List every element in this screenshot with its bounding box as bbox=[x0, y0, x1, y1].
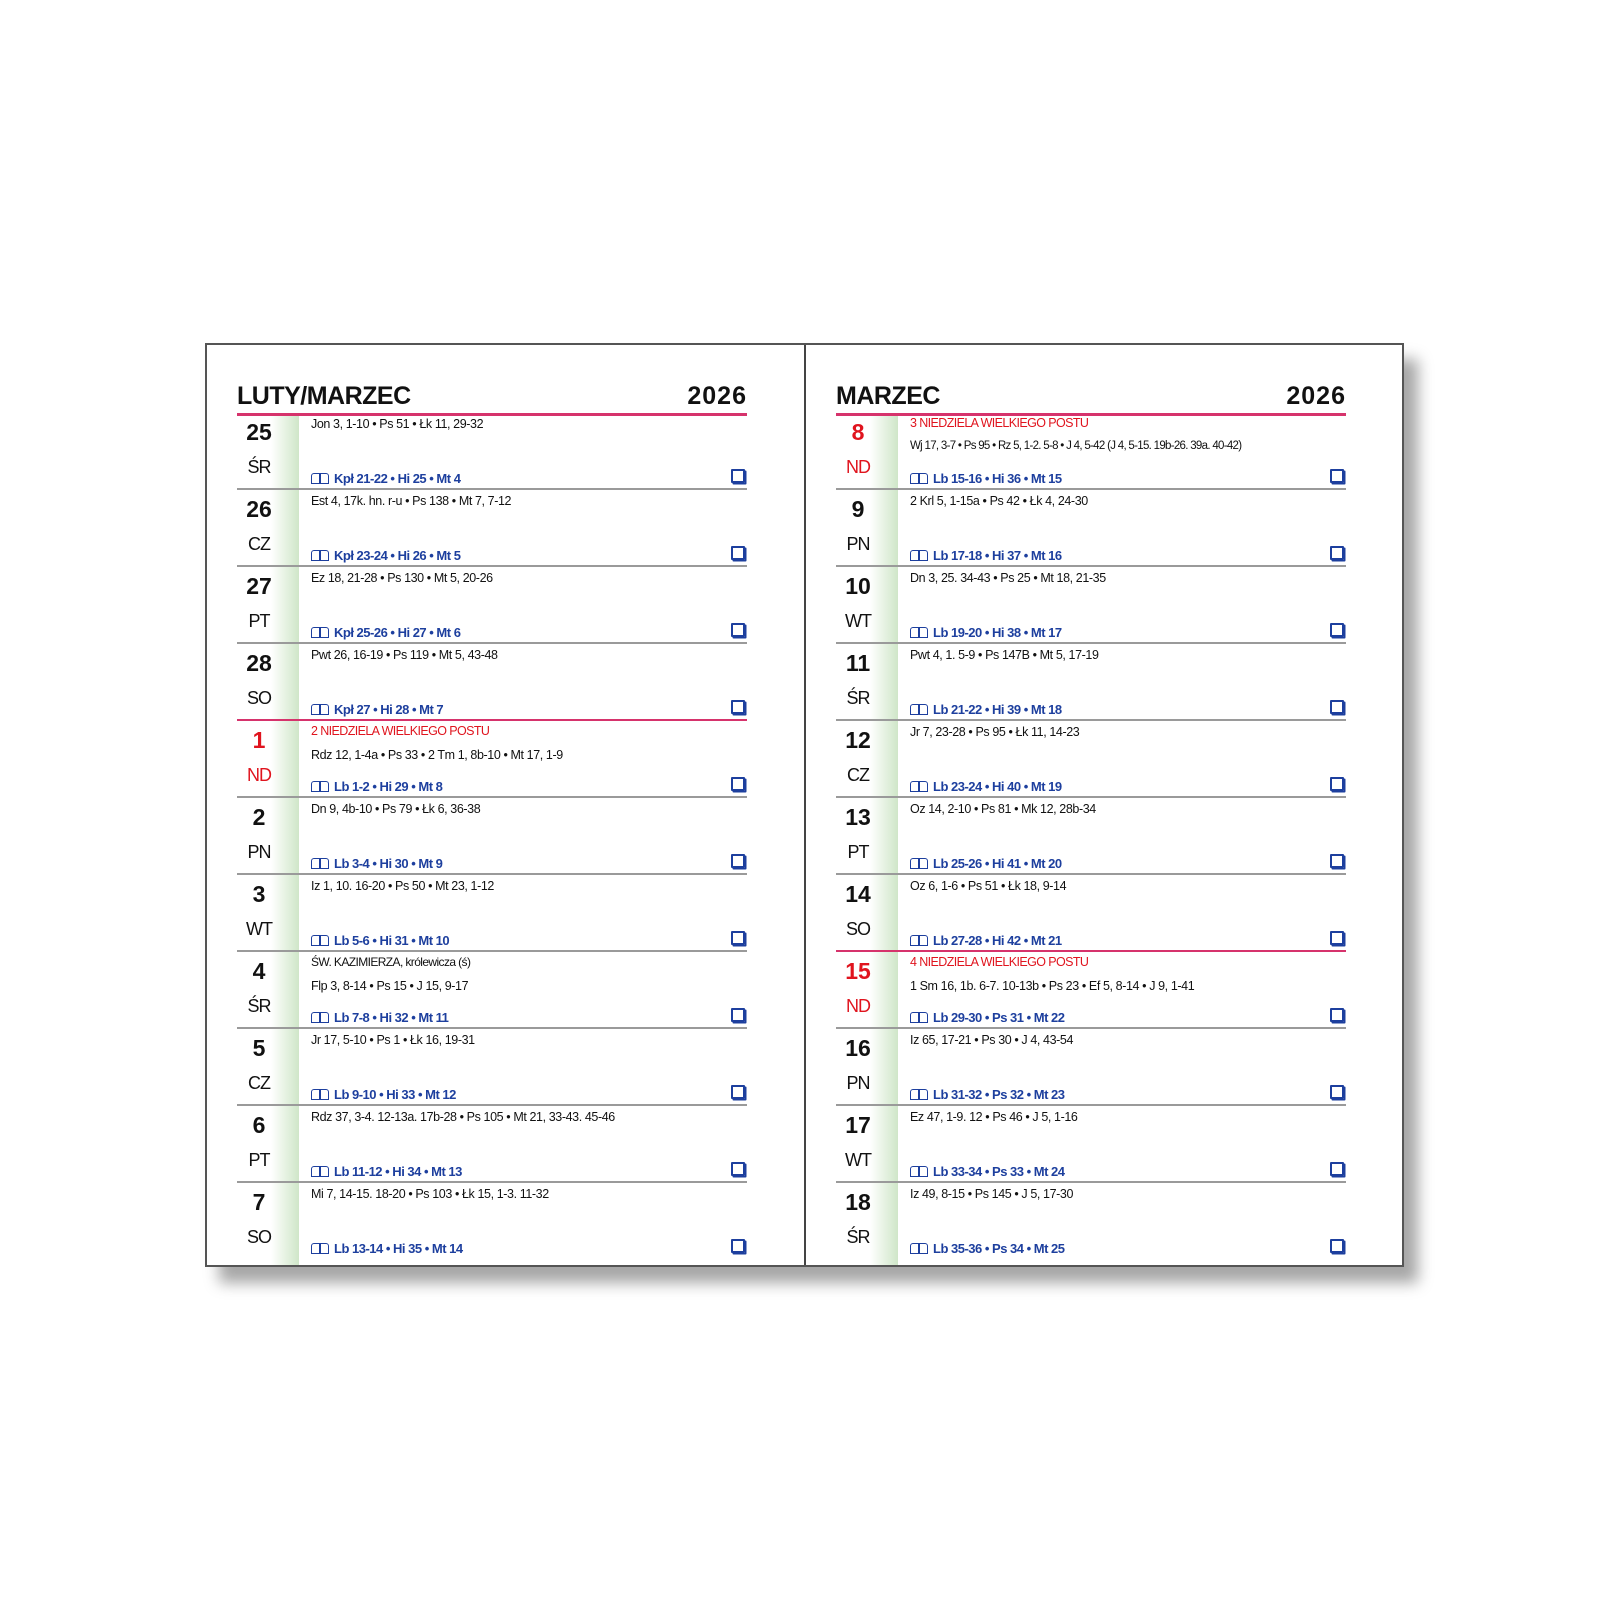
bible-reading-plan bbox=[910, 1241, 1065, 1256]
bible-reading-text: Lb 27-28 • Hi 42 • Mt 21 bbox=[933, 933, 1062, 948]
weekday-label: PN bbox=[846, 1073, 870, 1093]
liturgy-readings: Wj 17, 3-7 • Ps 95 • Rz 5, 1-2. 5-8 • J 4, 5-42 (J 4, 5-15. 19b-26. 39a. 40-42) bbox=[910, 440, 1242, 452]
open-book-icon bbox=[311, 858, 329, 869]
checkbox-icon[interactable] bbox=[731, 1239, 745, 1253]
day-row bbox=[237, 952, 747, 1029]
day-row bbox=[237, 413, 747, 490]
checkbox-icon[interactable] bbox=[731, 469, 745, 483]
day-number: 27 bbox=[246, 573, 272, 599]
month-title: LUTY/MARZEC bbox=[237, 382, 411, 410]
weekday-label: PT bbox=[248, 611, 270, 631]
weekday-label: PN bbox=[247, 842, 271, 862]
checkbox-icon[interactable] bbox=[1330, 623, 1344, 637]
checkbox-icon[interactable] bbox=[731, 777, 745, 791]
open-book-icon bbox=[910, 627, 928, 638]
weekday-label: WT bbox=[845, 1150, 871, 1170]
open-book-icon bbox=[910, 781, 928, 792]
bible-reading-plan bbox=[910, 933, 1062, 948]
liturgy-readings: Flp 3, 8-14 • Ps 15 • J 15, 9-17 bbox=[311, 979, 469, 993]
day-number: 26 bbox=[246, 496, 272, 522]
bible-reading-plan bbox=[311, 702, 443, 717]
day-row bbox=[836, 567, 1346, 644]
open-book-icon bbox=[910, 858, 928, 869]
bible-reading-text: Kpł 21-22 • Hi 25 • Mt 4 bbox=[334, 471, 461, 486]
day-number: 9 bbox=[851, 496, 865, 522]
weekday-label: SO bbox=[246, 1227, 271, 1247]
checkbox-icon[interactable] bbox=[1330, 1008, 1344, 1022]
page-left bbox=[207, 345, 804, 1265]
checkbox-icon[interactable] bbox=[731, 1008, 745, 1022]
day-row bbox=[237, 875, 747, 952]
bible-reading-plan bbox=[311, 779, 442, 794]
day-row bbox=[237, 721, 747, 798]
day-number: 11 bbox=[845, 650, 871, 676]
bible-reading-text: Lb 21-22 • Hi 39 • Mt 18 bbox=[933, 702, 1062, 717]
liturgy-readings: Iz 65, 17-21 • Ps 30 • J 4, 43-54 bbox=[910, 1033, 1074, 1047]
bible-reading-text: Lb 5-6 • Hi 31 • Mt 10 bbox=[334, 933, 450, 948]
liturgy-readings: Iz 1, 10. 16-20 • Ps 50 • Mt 23, 1-12 bbox=[311, 879, 494, 893]
open-book-icon bbox=[311, 1012, 329, 1023]
liturgy-readings: Oz 14, 2-10 • Ps 81 • Mk 12, 28b-34 bbox=[910, 802, 1096, 816]
month-title: MARZEC bbox=[836, 382, 940, 410]
liturgy-readings: Oz 6, 1-6 • Ps 51 • Łk 18, 9-14 bbox=[910, 879, 1067, 893]
open-book-icon bbox=[910, 473, 928, 484]
day-number: 4 bbox=[252, 958, 266, 984]
weekday-label: CZ bbox=[248, 1073, 270, 1093]
liturgy-readings: Pwt 4, 1. 5-9 • Ps 147B • Mt 5, 17-19 bbox=[910, 648, 1099, 662]
bible-reading-text: Kpł 23-24 • Hi 26 • Mt 5 bbox=[334, 548, 461, 563]
bible-reading-text: Lb 15-16 • Hi 36 • Mt 15 bbox=[933, 471, 1062, 486]
bible-reading-text: Lb 25-26 • Hi 41 • Mt 20 bbox=[933, 856, 1062, 871]
day-row bbox=[237, 1029, 747, 1106]
day-number: 7 bbox=[252, 1189, 266, 1215]
day-row bbox=[237, 798, 747, 875]
bible-reading-text: Lb 7-8 • Hi 32 • Mt 11 bbox=[334, 1010, 449, 1025]
liturgy-readings: Est 4, 17k. hn. r-u • Ps 138 • Mt 7, 7-12 bbox=[311, 494, 512, 508]
bible-reading-text: Lb 35-36 • Ps 34 • Mt 25 bbox=[933, 1241, 1065, 1256]
feast-title: 4 NIEDZIELA WIELKIEGO POSTU bbox=[910, 955, 1089, 969]
bible-reading-text: Lb 17-18 • Hi 37 • Mt 16 bbox=[933, 548, 1062, 563]
bible-reading-text: Lb 33-34 • Ps 33 • Mt 24 bbox=[933, 1164, 1065, 1179]
checkbox-icon[interactable] bbox=[731, 700, 745, 714]
day-number: 13 bbox=[845, 804, 871, 830]
bible-reading-plan bbox=[910, 1010, 1065, 1025]
checkbox-icon[interactable] bbox=[731, 546, 745, 560]
open-book-icon bbox=[910, 1243, 928, 1254]
page-header bbox=[237, 377, 747, 416]
day-row bbox=[836, 798, 1346, 875]
day-row bbox=[836, 413, 1346, 490]
open-book-icon bbox=[311, 473, 329, 484]
day-list bbox=[237, 413, 747, 1258]
open-book-icon bbox=[910, 1012, 928, 1023]
day-row bbox=[237, 490, 747, 567]
day-row bbox=[237, 1183, 747, 1258]
liturgy-readings: 1 Sm 16, 1b. 6-7. 10-13b • Ps 23 • Ef 5, 8-14 • J 9, 1-41 bbox=[910, 979, 1195, 993]
feast-title: 3 NIEDZIELA WIELKIEGO POSTU bbox=[910, 416, 1089, 430]
day-row bbox=[237, 1106, 747, 1183]
bible-reading-plan bbox=[910, 625, 1062, 640]
liturgy-readings: 2 Krl 5, 1-15a • Ps 42 • Łk 4, 24-30 bbox=[910, 494, 1088, 508]
open-book-icon bbox=[311, 627, 329, 638]
weekday-label: CZ bbox=[248, 534, 270, 554]
weekday-label: ŚR bbox=[846, 1227, 870, 1247]
open-book-icon bbox=[311, 1166, 329, 1177]
weekday-label: ND bbox=[846, 457, 870, 477]
liturgy-readings: Iz 49, 8-15 • Ps 145 • J 5, 17-30 bbox=[910, 1187, 1074, 1201]
weekday-label: ND bbox=[247, 765, 271, 785]
bible-reading-text: Lb 1-2 • Hi 29 • Mt 8 bbox=[334, 779, 443, 794]
weekday-label: CZ bbox=[847, 765, 869, 785]
open-book-icon bbox=[910, 1166, 928, 1177]
liturgy-readings: Dn 9, 4b-10 • Ps 79 • Łk 6, 36-38 bbox=[311, 802, 481, 816]
checkbox-icon[interactable] bbox=[731, 623, 745, 637]
liturgy-readings: Jr 17, 5-10 • Ps 1 • Łk 16, 19-31 bbox=[311, 1033, 475, 1047]
day-row bbox=[836, 1106, 1346, 1183]
bible-reading-plan bbox=[910, 856, 1062, 871]
checkbox-icon[interactable] bbox=[1330, 1239, 1344, 1253]
weekday-label: SO bbox=[246, 688, 271, 708]
liturgy-readings: Rdz 12, 1-4a • Ps 33 • 2 Tm 1, 8b-10 • Mt 17, 1-9 bbox=[311, 748, 563, 762]
calendar-spread bbox=[205, 343, 1404, 1267]
open-book-icon bbox=[311, 1089, 329, 1100]
day-row bbox=[836, 1183, 1346, 1258]
day-row bbox=[836, 490, 1346, 567]
day-row bbox=[836, 952, 1346, 1029]
bible-reading-text: Lb 11-12 • Hi 34 • Mt 13 bbox=[334, 1164, 462, 1179]
day-row bbox=[836, 875, 1346, 952]
day-number: 25 bbox=[246, 419, 272, 445]
feast-title: 2 NIEDZIELA WIELKIEGO POSTU bbox=[311, 724, 490, 738]
day-number: 3 bbox=[252, 881, 266, 907]
bible-reading-text: Lb 23-24 • Hi 40 • Mt 19 bbox=[933, 779, 1062, 794]
weekday-label: WT bbox=[246, 919, 272, 939]
day-number: 5 bbox=[252, 1035, 266, 1061]
checkbox-icon[interactable] bbox=[731, 854, 745, 868]
bible-reading-plan bbox=[910, 548, 1062, 563]
liturgy-readings: Ez 18, 21-28 • Ps 130 • Mt 5, 20-26 bbox=[311, 571, 493, 585]
liturgy-readings: Pwt 26, 16-19 • Ps 119 • Mt 5, 43-48 bbox=[311, 648, 498, 662]
day-number: 2 bbox=[252, 804, 266, 830]
day-number: 14 bbox=[845, 881, 871, 907]
bible-reading-plan bbox=[311, 548, 460, 563]
checkbox-icon[interactable] bbox=[1330, 777, 1344, 791]
day-number: 1 bbox=[252, 727, 266, 753]
day-row bbox=[836, 721, 1346, 798]
day-row bbox=[237, 644, 747, 721]
bible-reading-text: Lb 9-10 • Hi 33 • Mt 12 bbox=[334, 1087, 456, 1102]
day-number: 6 bbox=[252, 1112, 266, 1138]
weekday-label: PT bbox=[248, 1150, 270, 1170]
checkbox-icon[interactable] bbox=[731, 1162, 745, 1176]
open-book-icon bbox=[311, 781, 329, 792]
checkbox-icon[interactable] bbox=[1330, 854, 1344, 868]
weekday-label: ND bbox=[846, 996, 870, 1016]
liturgy-readings: Dn 3, 25. 34-43 • Ps 25 • Mt 18, 21-35 bbox=[910, 571, 1106, 585]
day-number: 8 bbox=[851, 419, 865, 445]
day-number: 17 bbox=[845, 1112, 871, 1138]
day-row bbox=[237, 567, 747, 644]
day-number: 28 bbox=[246, 650, 272, 676]
bible-reading-text: Lb 29-30 • Ps 31 • Mt 22 bbox=[933, 1010, 1065, 1025]
day-row bbox=[836, 1029, 1346, 1106]
checkbox-icon[interactable] bbox=[731, 931, 745, 945]
bible-reading-text: Lb 19-20 • Hi 38 • Mt 17 bbox=[933, 625, 1062, 640]
day-number: 18 bbox=[845, 1189, 871, 1215]
page-header bbox=[836, 377, 1346, 416]
bible-reading-plan bbox=[910, 1087, 1065, 1102]
bible-reading-text: Lb 31-32 • Ps 32 • Mt 23 bbox=[933, 1087, 1065, 1102]
checkbox-icon[interactable] bbox=[1330, 1085, 1344, 1099]
weekday-label: ŚR bbox=[247, 996, 271, 1016]
checkbox-icon[interactable] bbox=[1330, 1162, 1344, 1176]
bible-reading-plan bbox=[311, 1087, 456, 1102]
day-list bbox=[836, 413, 1346, 1258]
day-number: 15 bbox=[845, 958, 871, 984]
bible-reading-plan bbox=[910, 702, 1062, 717]
checkbox-icon[interactable] bbox=[1330, 469, 1344, 483]
liturgy-readings: Jr 7, 23-28 • Ps 95 • Łk 11, 14-23 bbox=[910, 725, 1080, 739]
open-book-icon bbox=[311, 550, 329, 561]
open-book-icon bbox=[311, 1243, 329, 1254]
open-book-icon bbox=[910, 935, 928, 946]
open-book-icon bbox=[910, 1089, 928, 1100]
open-book-icon bbox=[311, 704, 329, 715]
bible-reading-plan bbox=[311, 933, 449, 948]
weekday-label: PT bbox=[847, 842, 869, 862]
bible-reading-text: Kpł 27 • Hi 28 • Mt 7 bbox=[334, 702, 444, 717]
bible-reading-text: Kpł 25-26 • Hi 27 • Mt 6 bbox=[334, 625, 461, 640]
weekday-label: WT bbox=[845, 611, 871, 631]
bible-reading-plan bbox=[311, 1010, 448, 1025]
bible-reading-plan bbox=[910, 1164, 1065, 1179]
liturgy-readings: Jon 3, 1-10 • Ps 51 • Łk 11, 29-32 bbox=[311, 417, 484, 431]
bible-reading-plan bbox=[311, 1164, 462, 1179]
checkbox-icon[interactable] bbox=[1330, 546, 1344, 560]
open-book-icon bbox=[311, 935, 329, 946]
liturgy-readings: Ez 47, 1-9. 12 • Ps 46 • J 5, 1-16 bbox=[910, 1110, 1078, 1124]
day-row bbox=[836, 644, 1346, 721]
liturgy-readings: Rdz 37, 3-4. 12-13a. 17b-28 • Ps 105 • Mt 21, 33-43. 45-46 bbox=[311, 1110, 615, 1124]
weekday-label: SO bbox=[845, 919, 870, 939]
weekday-label: ŚR bbox=[247, 457, 271, 477]
liturgy-readings: Mi 7, 14-15. 18-20 • Ps 103 • Łk 15, 1-3. 11-32 bbox=[311, 1187, 549, 1201]
day-number: 16 bbox=[845, 1035, 871, 1061]
bible-reading-text: Lb 3-4 • Hi 30 • Mt 9 bbox=[334, 856, 443, 871]
weekday-label: PN bbox=[846, 534, 870, 554]
day-number: 10 bbox=[845, 573, 871, 599]
year-title: 2026 bbox=[1286, 382, 1346, 410]
weekday-label: ŚR bbox=[846, 688, 870, 708]
bible-reading-plan bbox=[311, 1241, 463, 1256]
open-book-icon bbox=[910, 704, 928, 715]
bible-reading-text: Lb 13-14 • Hi 35 • Mt 14 bbox=[334, 1241, 463, 1256]
bible-reading-plan bbox=[311, 856, 442, 871]
bible-reading-plan bbox=[910, 471, 1062, 486]
year-title: 2026 bbox=[687, 382, 747, 410]
bible-reading-plan bbox=[311, 471, 460, 486]
open-book-icon bbox=[910, 550, 928, 561]
checkbox-icon[interactable] bbox=[1330, 931, 1344, 945]
checkbox-icon[interactable] bbox=[1330, 700, 1344, 714]
feast-title: ŚW. KAZIMIERZA, królewicza (ś) bbox=[311, 955, 471, 969]
bible-reading-plan bbox=[311, 625, 460, 640]
checkbox-icon[interactable] bbox=[731, 1085, 745, 1099]
bible-reading-plan bbox=[910, 779, 1062, 794]
page-right bbox=[806, 345, 1403, 1265]
day-number: 12 bbox=[845, 727, 871, 753]
